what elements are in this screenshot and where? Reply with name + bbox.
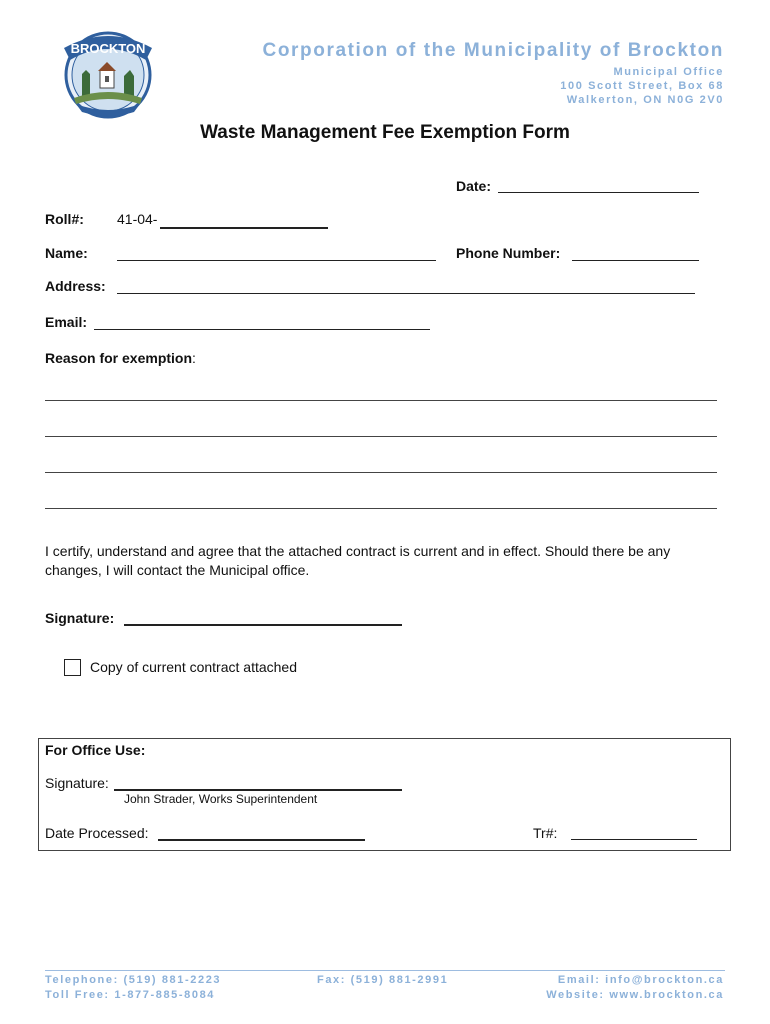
email-label: Email: bbox=[45, 314, 88, 330]
footer-email[interactable]: Email: info@brockton.ca bbox=[557, 974, 724, 986]
organization-name: Corporation of the Municipality of Brockton bbox=[262, 40, 724, 61]
street-address: 100 Scott Street, Box 68 bbox=[560, 80, 724, 92]
footer-toll-free: Toll Free: 1-877-885-8084 bbox=[45, 989, 216, 1001]
tr-field[interactable] bbox=[571, 839, 697, 840]
certify-line-1: I certify, understand and agree that the attached contract is current and in effect. Should there be any bbox=[45, 543, 671, 559]
reason-line-4[interactable] bbox=[45, 508, 717, 509]
address-field[interactable] bbox=[117, 293, 695, 294]
office-use-heading: For Office Use: bbox=[45, 742, 146, 758]
phone-label: Phone Number: bbox=[456, 245, 561, 261]
certify-line-2: changes, I will contact the Municipal office. bbox=[45, 562, 310, 578]
tr-label: Tr#: bbox=[533, 825, 558, 841]
phone-field[interactable] bbox=[572, 260, 699, 261]
municipality-logo bbox=[60, 26, 156, 120]
footer-fax: Fax: (519) 881-2991 bbox=[317, 974, 449, 986]
name-field[interactable] bbox=[117, 260, 436, 261]
checkbox-label: Copy of current contract attached bbox=[90, 659, 297, 675]
roll-label: Roll#: bbox=[45, 211, 84, 227]
footer-divider bbox=[45, 970, 725, 971]
reason-line-1[interactable] bbox=[45, 400, 717, 401]
reason-heading bbox=[45, 350, 196, 366]
signature-label: Signature: bbox=[45, 610, 115, 626]
address-label: Address: bbox=[45, 278, 106, 294]
svg-text:BROCKTON: BROCKTON bbox=[70, 41, 146, 56]
date-field[interactable] bbox=[498, 192, 699, 193]
footer-telephone: Telephone: (519) 881-2223 bbox=[45, 974, 222, 986]
signature-field[interactable] bbox=[124, 624, 402, 626]
roll-prefix: 41-04- bbox=[117, 211, 158, 227]
email-field[interactable] bbox=[94, 329, 430, 330]
office-signer-name: John Strader, Works Superintendent bbox=[124, 792, 318, 806]
office-signature-label: Signature: bbox=[45, 775, 109, 791]
name-label: Name: bbox=[45, 245, 88, 261]
footer-website[interactable]: Website: www.brockton.ca bbox=[546, 989, 724, 1001]
date-processed-field[interactable] bbox=[158, 839, 365, 841]
roll-field[interactable] bbox=[160, 227, 328, 229]
reason-line-3[interactable] bbox=[45, 472, 717, 473]
contract-attached-checkbox[interactable] bbox=[64, 659, 81, 676]
form-title: Waste Management Fee Exemption Form bbox=[200, 122, 570, 143]
reason-label: Reason for exemption bbox=[45, 350, 193, 366]
office-name: Municipal Office bbox=[613, 66, 724, 78]
office-signature-field[interactable] bbox=[114, 789, 402, 791]
date-processed-label: Date Processed: bbox=[45, 825, 149, 841]
reason-line-2[interactable] bbox=[45, 436, 717, 437]
date-label: Date: bbox=[456, 178, 492, 194]
reason-colon: : bbox=[192, 350, 196, 366]
city-address: Walkerton, ON N0G 2V0 bbox=[566, 94, 724, 106]
